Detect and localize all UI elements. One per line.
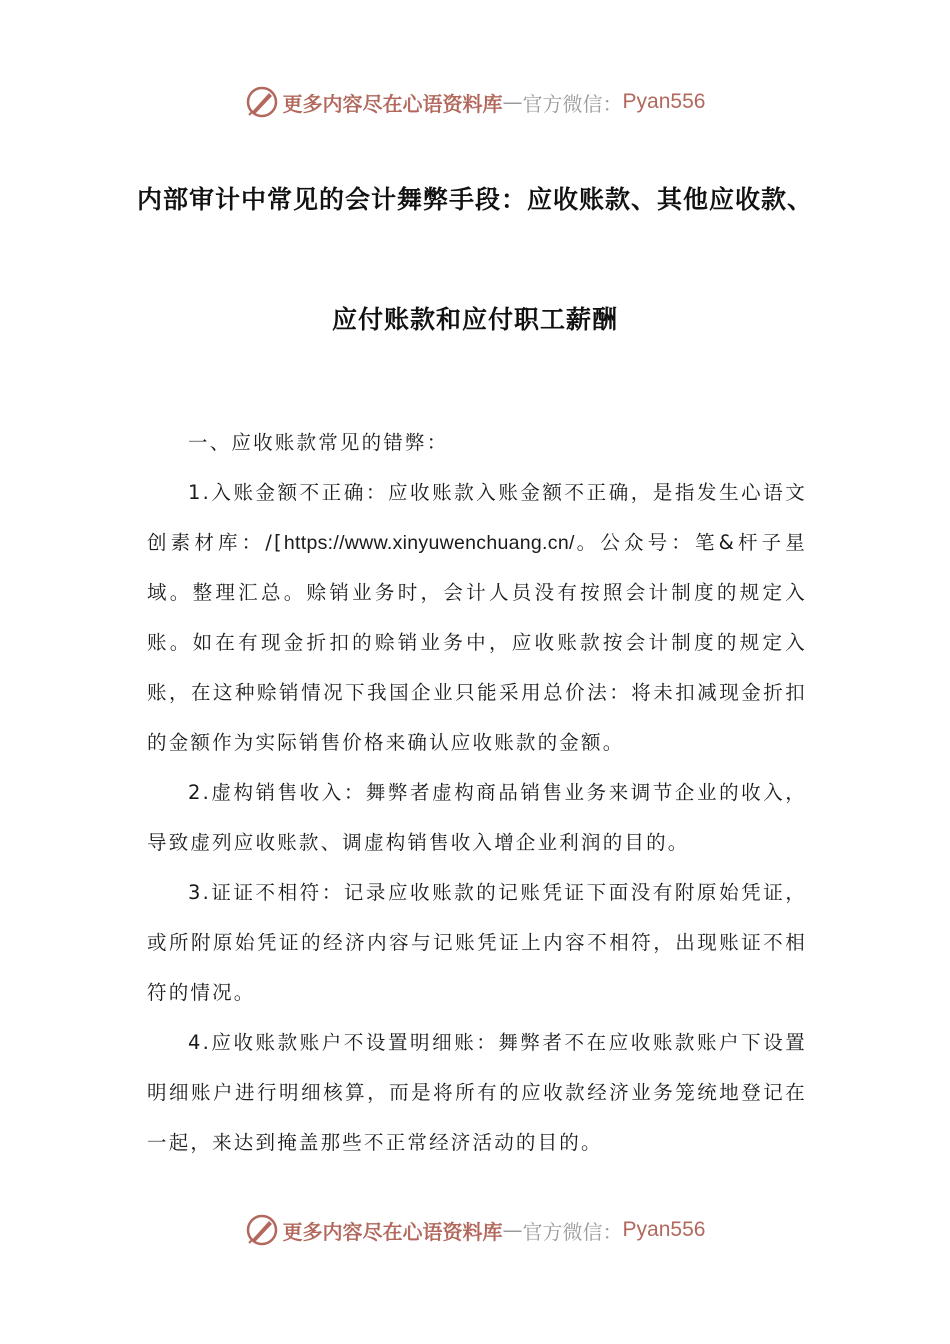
site-name: 更多内容尽在心语资料库 [282, 1219, 503, 1244]
paragraph-1-text-b: 。公众号：笔&杆子星域。整理汇总。赊销业务时，会计人员没有按照会计制度的规定入账。如在有现金折扣的赊销业务中，应收账款按会计制度的规定入账，在这种赊销情况下我国企业只能采用总价法：将未扣减现金折扣的金额作为实际销售价格来确认应收账款的金额。 [147, 531, 807, 754]
wechat-id: Pyan556 [622, 90, 706, 113]
paragraph-3: 3.证证不相符：记录应收账款的记账凭证下面没有附原始凭证，或所附原始凭证的经济内容与记账凭证上内容不相符，出现账证不相符的情况。 [147, 881, 807, 1004]
site-name: 更多内容尽在心语资料库 [282, 91, 503, 116]
paragraph-1-text-a: 1.入账金额不正确：应收账款入账金额不正确，是指发生心语文创素材库：/[ [147, 481, 807, 554]
document-body [147, 418, 807, 1168]
quill-logo-icon [245, 1213, 279, 1247]
wechat-id: Pyan556 [622, 1218, 706, 1241]
separator-dash: — [502, 1218, 523, 1242]
section-heading: 一、应收账款常见的错弊： [188, 431, 449, 454]
separator-dash: — [502, 90, 523, 114]
website-link[interactable]: https://www.xinyuwenchuang.cn/ [283, 532, 575, 554]
paragraph-4: 4.应收账款账户不设置明细账：舞弊者不在应收账款账户下设置明细账户进行明细核算，而是将所有的应收款经济业务笼统地登记在一起，来达到掩盖那些不正常经济活动的目的。 [147, 1031, 807, 1154]
quill-logo-icon [245, 85, 279, 119]
header-banner [0, 82, 950, 122]
document-title-line-1: 内部审计中常见的会计舞弊手段：应收账款、其他应收款、 [136, 185, 813, 214]
paragraph-1 [147, 468, 807, 768]
document-title-line-2: 应付账款和应付职工薪酬 [331, 305, 618, 334]
paragraph-2: 2.虚构销售收入：舞弊者虚构商品销售业务来调节企业的收入，导致虚列应收账款、调虚构销售收入增企业利润的目的。 [147, 781, 807, 854]
wechat-label: 官方微信： [522, 1219, 623, 1244]
footer-banner [0, 1210, 950, 1250]
wechat-label: 官方微信： [522, 91, 623, 116]
